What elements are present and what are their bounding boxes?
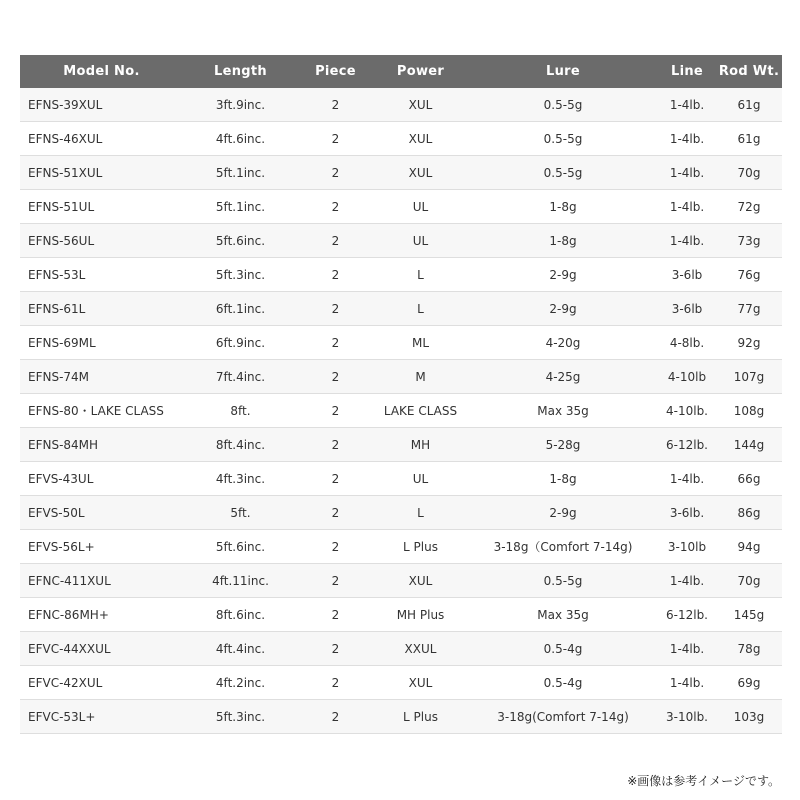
cell-model: EFVS-43UL — [20, 462, 183, 496]
cell-rod-weight: 72g — [716, 190, 782, 224]
cell-model: EFNS-74M — [20, 360, 183, 394]
table-row — [20, 326, 782, 360]
cell-power: L — [373, 292, 468, 326]
header-row — [20, 55, 782, 88]
column-header-power: Power — [373, 55, 468, 88]
cell-lure: 0.5-4g — [468, 666, 658, 700]
cell-power: LAKE CLASS — [373, 394, 468, 428]
cell-length: 4ft.4inc. — [183, 632, 298, 666]
cell-line: 6-12lb. — [658, 598, 716, 632]
cell-lure: 0.5-5g — [468, 156, 658, 190]
cell-power: XUL — [373, 88, 468, 122]
cell-length: 3ft.9inc. — [183, 88, 298, 122]
cell-line: 3-6lb — [658, 258, 716, 292]
cell-piece: 2 — [298, 394, 373, 428]
cell-power: XXUL — [373, 632, 468, 666]
cell-power: MH Plus — [373, 598, 468, 632]
cell-lure: 3-18g（Comfort 7-14g) — [468, 530, 658, 564]
cell-rod-weight: 144g — [716, 428, 782, 462]
table-row — [20, 224, 782, 258]
cell-lure: 0.5-5g — [468, 564, 658, 598]
cell-lure: 4-20g — [468, 326, 658, 360]
column-header-lure: Lure — [468, 55, 658, 88]
cell-line: 6-12lb. — [658, 428, 716, 462]
column-header-line: Line — [658, 55, 716, 88]
cell-model: EFNS-51UL — [20, 190, 183, 224]
cell-length: 7ft.4inc. — [183, 360, 298, 394]
cell-power: M — [373, 360, 468, 394]
cell-model: EFNS-51XUL — [20, 156, 183, 190]
cell-rod-weight: 103g — [716, 700, 782, 734]
cell-piece: 2 — [298, 156, 373, 190]
cell-lure: 1-8g — [468, 224, 658, 258]
cell-lure: 3-18g(Comfort 7-14g) — [468, 700, 658, 734]
cell-rod-weight: 107g — [716, 360, 782, 394]
cell-piece: 2 — [298, 530, 373, 564]
cell-power: L Plus — [373, 530, 468, 564]
cell-line: 3-6lb. — [658, 496, 716, 530]
cell-model: EFNC-411XUL — [20, 564, 183, 598]
cell-length: 4ft.3inc. — [183, 462, 298, 496]
cell-rod-weight: 94g — [716, 530, 782, 564]
cell-lure: 0.5-5g — [468, 88, 658, 122]
cell-length: 8ft. — [183, 394, 298, 428]
cell-rod-weight: 66g — [716, 462, 782, 496]
cell-piece: 2 — [298, 88, 373, 122]
cell-length: 5ft. — [183, 496, 298, 530]
table-body — [20, 88, 782, 734]
cell-rod-weight: 86g — [716, 496, 782, 530]
cell-line: 1-4lb. — [658, 632, 716, 666]
cell-piece: 2 — [298, 428, 373, 462]
cell-rod-weight: 108g — [716, 394, 782, 428]
cell-model: EFVC-42XUL — [20, 666, 183, 700]
cell-model: EFNS-69ML — [20, 326, 183, 360]
column-header-length: Length — [183, 55, 298, 88]
cell-rod-weight: 61g — [716, 88, 782, 122]
cell-length: 4ft.2inc. — [183, 666, 298, 700]
cell-power: XUL — [373, 666, 468, 700]
cell-power: ML — [373, 326, 468, 360]
cell-rod-weight: 145g — [716, 598, 782, 632]
cell-power: XUL — [373, 156, 468, 190]
cell-piece: 2 — [298, 496, 373, 530]
cell-rod-weight: 69g — [716, 666, 782, 700]
cell-model: EFVC-53L+ — [20, 700, 183, 734]
cell-line: 1-4lb. — [658, 190, 716, 224]
table-row — [20, 700, 782, 734]
table-row — [20, 258, 782, 292]
table-row — [20, 428, 782, 462]
column-header-rod-weight: Rod Wt. — [716, 55, 782, 88]
table-row — [20, 666, 782, 700]
cell-rod-weight: 70g — [716, 156, 782, 190]
table-row — [20, 190, 782, 224]
cell-rod-weight: 78g — [716, 632, 782, 666]
cell-power: UL — [373, 224, 468, 258]
cell-piece: 2 — [298, 598, 373, 632]
table-row — [20, 564, 782, 598]
cell-length: 6ft.9inc. — [183, 326, 298, 360]
cell-line: 1-4lb. — [658, 462, 716, 496]
cell-model: EFNS-80・LAKE CLASS — [20, 394, 183, 428]
cell-rod-weight: 92g — [716, 326, 782, 360]
table-row — [20, 360, 782, 394]
cell-length: 5ft.6inc. — [183, 224, 298, 258]
cell-line: 1-4lb. — [658, 564, 716, 598]
cell-line: 1-4lb. — [658, 88, 716, 122]
cell-length: 5ft.3inc. — [183, 700, 298, 734]
rod-spec-table — [20, 55, 782, 734]
table-row — [20, 156, 782, 190]
cell-lure: Max 35g — [468, 598, 658, 632]
cell-lure: 2-9g — [468, 292, 658, 326]
cell-model: EFVS-50L — [20, 496, 183, 530]
cell-length: 5ft.3inc. — [183, 258, 298, 292]
cell-length: 5ft.6inc. — [183, 530, 298, 564]
cell-length: 4ft.6inc. — [183, 122, 298, 156]
cell-line: 3-10lb. — [658, 700, 716, 734]
cell-model: EFNS-84MH — [20, 428, 183, 462]
cell-rod-weight: 73g — [716, 224, 782, 258]
cell-power: L — [373, 258, 468, 292]
cell-power: XUL — [373, 564, 468, 598]
cell-model: EFNS-46XUL — [20, 122, 183, 156]
cell-length: 8ft.4inc. — [183, 428, 298, 462]
cell-lure: 0.5-5g — [468, 122, 658, 156]
table-row — [20, 632, 782, 666]
cell-line: 1-4lb. — [658, 666, 716, 700]
cell-power: XUL — [373, 122, 468, 156]
cell-model: EFVC-44XXUL — [20, 632, 183, 666]
cell-power: UL — [373, 190, 468, 224]
cell-line: 4-10lb. — [658, 394, 716, 428]
cell-rod-weight: 77g — [716, 292, 782, 326]
cell-power: L Plus — [373, 700, 468, 734]
cell-model: EFNS-53L — [20, 258, 183, 292]
cell-lure: 1-8g — [468, 462, 658, 496]
cell-piece: 2 — [298, 258, 373, 292]
cell-piece: 2 — [298, 462, 373, 496]
cell-length: 6ft.1inc. — [183, 292, 298, 326]
cell-piece: 2 — [298, 122, 373, 156]
cell-length: 4ft.11inc. — [183, 564, 298, 598]
cell-length: 5ft.1inc. — [183, 156, 298, 190]
cell-line: 3-6lb — [658, 292, 716, 326]
cell-piece: 2 — [298, 666, 373, 700]
table-row — [20, 292, 782, 326]
table-header — [20, 55, 782, 88]
cell-line: 1-4lb. — [658, 224, 716, 258]
table-row — [20, 530, 782, 564]
cell-line: 1-4lb. — [658, 122, 716, 156]
cell-lure: Max 35g — [468, 394, 658, 428]
cell-power: MH — [373, 428, 468, 462]
cell-rod-weight: 70g — [716, 564, 782, 598]
cell-rod-weight: 76g — [716, 258, 782, 292]
cell-rod-weight: 61g — [716, 122, 782, 156]
cell-piece: 2 — [298, 326, 373, 360]
cell-model: EFNS-39XUL — [20, 88, 183, 122]
table-row — [20, 88, 782, 122]
cell-line: 1-4lb. — [658, 156, 716, 190]
cell-lure: 5-28g — [468, 428, 658, 462]
cell-lure: 2-9g — [468, 496, 658, 530]
cell-line: 4-8lb. — [658, 326, 716, 360]
cell-piece: 2 — [298, 292, 373, 326]
cell-piece: 2 — [298, 360, 373, 394]
cell-lure: 2-9g — [468, 258, 658, 292]
cell-power: L — [373, 496, 468, 530]
cell-lure: 1-8g — [468, 190, 658, 224]
table-row — [20, 496, 782, 530]
cell-piece: 2 — [298, 224, 373, 258]
cell-length: 8ft.6inc. — [183, 598, 298, 632]
table-row — [20, 394, 782, 428]
cell-model: EFVS-56L+ — [20, 530, 183, 564]
cell-line: 3-10lb — [658, 530, 716, 564]
cell-piece: 2 — [298, 564, 373, 598]
cell-model: EFNC-86MH+ — [20, 598, 183, 632]
table-row — [20, 122, 782, 156]
cell-line: 4-10lb — [658, 360, 716, 394]
table-row — [20, 462, 782, 496]
cell-piece: 2 — [298, 190, 373, 224]
cell-model: EFNS-56UL — [20, 224, 183, 258]
column-header-model: Model No. — [20, 55, 183, 88]
cell-lure: 0.5-4g — [468, 632, 658, 666]
cell-piece: 2 — [298, 700, 373, 734]
cell-length: 5ft.1inc. — [183, 190, 298, 224]
column-header-piece: Piece — [298, 55, 373, 88]
cell-power: UL — [373, 462, 468, 496]
cell-lure: 4-25g — [468, 360, 658, 394]
cell-piece: 2 — [298, 632, 373, 666]
cell-model: EFNS-61L — [20, 292, 183, 326]
footnote: ※画像は参考イメージです。 — [627, 774, 780, 788]
table-row — [20, 598, 782, 632]
